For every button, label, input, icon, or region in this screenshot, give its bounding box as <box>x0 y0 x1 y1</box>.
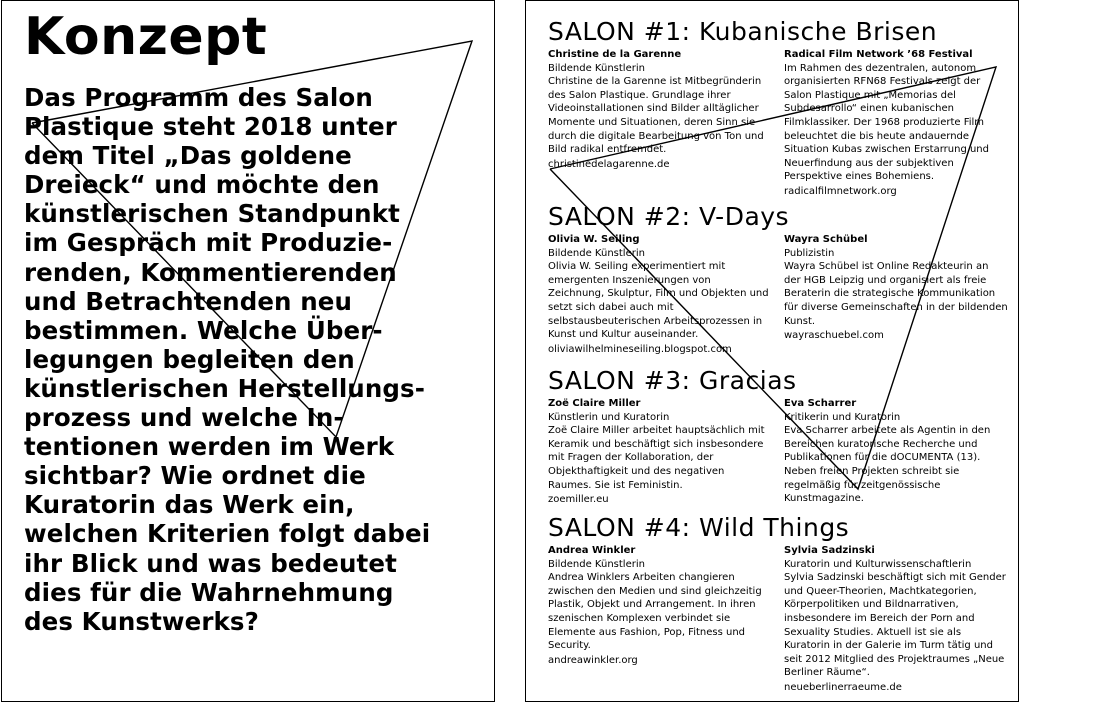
person-entry <box>548 48 770 199</box>
person-name: Christine de la Garenne <box>548 49 682 60</box>
salon-section <box>548 514 1008 695</box>
person-bio: Im Rahmen des dezentralen, autonom organisierten RFN68 Festivals zeigt der Salon Plastique mit „Memorias del Subdesarrollo“ einen kubanischen Filmklassiker. Der 1968 produzierte Film beleuchtet die bis heute andauernde Situation Kubas zwischen Erstarrung und Neuerfindung aus der subjektiven Perspektive eines Bohemiens. <box>784 62 989 183</box>
person-website: oliviawilhelmineseiling.blogspot.com <box>548 343 732 355</box>
concept-line: Plastique steht 2018 unter <box>24 112 397 142</box>
page-salons <box>525 0 1019 702</box>
person-website: christinedelagarenne.de <box>548 158 670 170</box>
salon-number: SALON #2: <box>548 202 691 231</box>
person-entry <box>784 48 1008 199</box>
salon-section <box>548 18 1008 199</box>
concept-line: und Betrachtenden neu <box>24 286 353 316</box>
person-entry <box>784 544 1008 695</box>
concept-line: im Gespräch mit Produzie- <box>24 228 393 258</box>
concept-line: welchen Kriterien folgt dabei <box>24 519 431 549</box>
concept-line: tentionen werden im Werk <box>24 432 395 462</box>
salon-name: Kubanische Brisen <box>699 17 938 46</box>
concept-line: sichtbar? Wie ordnet die <box>24 461 366 491</box>
person-website: neueberlinerraeume.de <box>784 681 902 693</box>
concept-line: legungen begleiten den <box>24 344 355 374</box>
concept-line: Dreieck“ und möchte den <box>24 170 380 200</box>
person-role: Publizistin <box>784 247 835 259</box>
person-entry <box>784 233 1008 356</box>
concept-line: Kuratorin das Werk ein, <box>24 490 355 520</box>
concept-line: Das Programm des Salon <box>24 83 373 112</box>
salon-number: SALON #1: <box>548 17 691 46</box>
salon-section <box>548 367 1008 507</box>
person-bio: Zoë Claire Miller arbeitet hauptsächlich mit Keramik und beschäftigt sich insbesondere mit Fragen der Kollaboration, der Objekthaftigkeit und des negativen Raumes. Sie ist Feministin. <box>548 425 765 491</box>
person-entry <box>548 544 770 695</box>
concept-line: ihr Blick und was bedeutet <box>24 548 397 578</box>
person-bio: Wayra Schübel ist Online Redakteurin an der HGB Leipzig und organisiert als freie Beraterin die strategische Kommunikation für diverse Gemeinschaften in der bildenden Kunst. <box>784 261 1008 327</box>
person-name: Olivia W. Seiling <box>548 234 640 245</box>
concept-line: dies für die Wahrnehmung <box>24 577 394 607</box>
salon-title <box>548 18 1008 46</box>
concept-line: künstlerischen Standpunkt <box>24 199 400 229</box>
person-bio: Christine de la Garenne ist Mitbegründerin des Salon Plastique. Grundlage ihrer Videoinstallationen sind Bilder alltäglicher Momente und Situationen, deren Sinn sie durch die digitale Bearbeitung von Ton und Bild radikal entfremdet. <box>548 76 764 156</box>
salon-title <box>548 367 1008 395</box>
salon-name: V-Days <box>699 202 790 231</box>
person-role: Kuratorin und Kulturwissenschaftlerin <box>784 558 972 570</box>
person-name: Radical Film Network ’68 Festival <box>784 49 973 60</box>
person-role: Kritikerin und Kuratorin <box>784 411 901 423</box>
person-role: Künstlerin und Kuratorin <box>548 411 670 423</box>
person-role: Bildende Künstlerin <box>548 62 645 74</box>
salon-section <box>548 203 1008 356</box>
concept-line: bestimmen. Welche Über- <box>24 315 383 345</box>
person-bio: Eva Scharrer arbeitete als Agentin in den Bereichen kuratorische Recherche und Publikationen für die dOCUMENTA (13). Neben freien Projekten schreibt sie regelmäßig für zeitgenössische Kunstmagazine. <box>784 425 991 505</box>
salon-title <box>548 514 1008 542</box>
person-bio: Andrea Winklers Arbeiten changieren zwischen den Medien und sind gleichzeitig Plastik, Objekt und Arrangement. In ihren szenischen Komplexen verbindet sie Elemente aus Fashion, Pop, Fitness und Security. <box>548 572 762 652</box>
person-name: Sylvia Sadzinski <box>784 545 875 556</box>
salon-number: SALON #3: <box>548 366 691 395</box>
concept-line: des Kunstwerks? <box>24 606 259 636</box>
concept-text <box>24 83 490 636</box>
person-bio: Olivia W. Seiling experimentiert mit emergenten Inszenierungen von Zeichnung, Skulptur, Film und Objekten und setzt sich dabei auch mit selbstausbeuterischen Arbeitsprozessen in Kunst und Kultur auseinander. <box>548 261 769 341</box>
person-name: Eva Scharrer <box>784 398 857 409</box>
concept-line: künstlerischen Herstellungs- <box>24 373 425 403</box>
person-name: Zoë Claire Miller <box>548 398 641 409</box>
page-konzept <box>1 0 495 702</box>
person-website: zoemiller.eu <box>548 494 609 506</box>
page-title: Konzept <box>24 7 268 67</box>
salon-name: Gracias <box>699 366 797 395</box>
person-entry <box>548 233 770 356</box>
person-bio: Sylvia Sadzinski beschäftigt sich mit Gender und Queer-Theorien, Machtkategorien, Körperpolitiken und Bildnarrativen, insbesondere im Bereich der Porn and Sexuality Studies. Aktuell ist sie als Kuratorin in der Galerie im Turm tätig und seit 2012 Mitglied des Projektraumes „Neue Berliner Räume“. <box>784 572 1006 679</box>
person-website: radicalfilmnetwork.org <box>784 185 897 197</box>
concept-line: dem Titel „Das goldene <box>24 141 352 171</box>
person-website: andreawinkler.org <box>548 654 638 666</box>
person-name: Wayra Schübel <box>784 234 868 245</box>
person-name: Andrea Winkler <box>548 545 636 556</box>
person-role: Bildende Künstlerin <box>548 247 645 259</box>
concept-line: prozess und welche In- <box>24 403 344 433</box>
salon-title <box>548 203 1008 231</box>
person-entry <box>548 397 770 507</box>
person-website: wayraschuebel.com <box>784 330 884 342</box>
concept-line: renden, Kommentierenden <box>24 257 397 287</box>
person-entry <box>784 397 1008 507</box>
salon-number: SALON #4: <box>548 513 691 542</box>
person-role: Bildende Künstlerin <box>548 558 645 570</box>
salon-name: Wild Things <box>699 513 850 542</box>
